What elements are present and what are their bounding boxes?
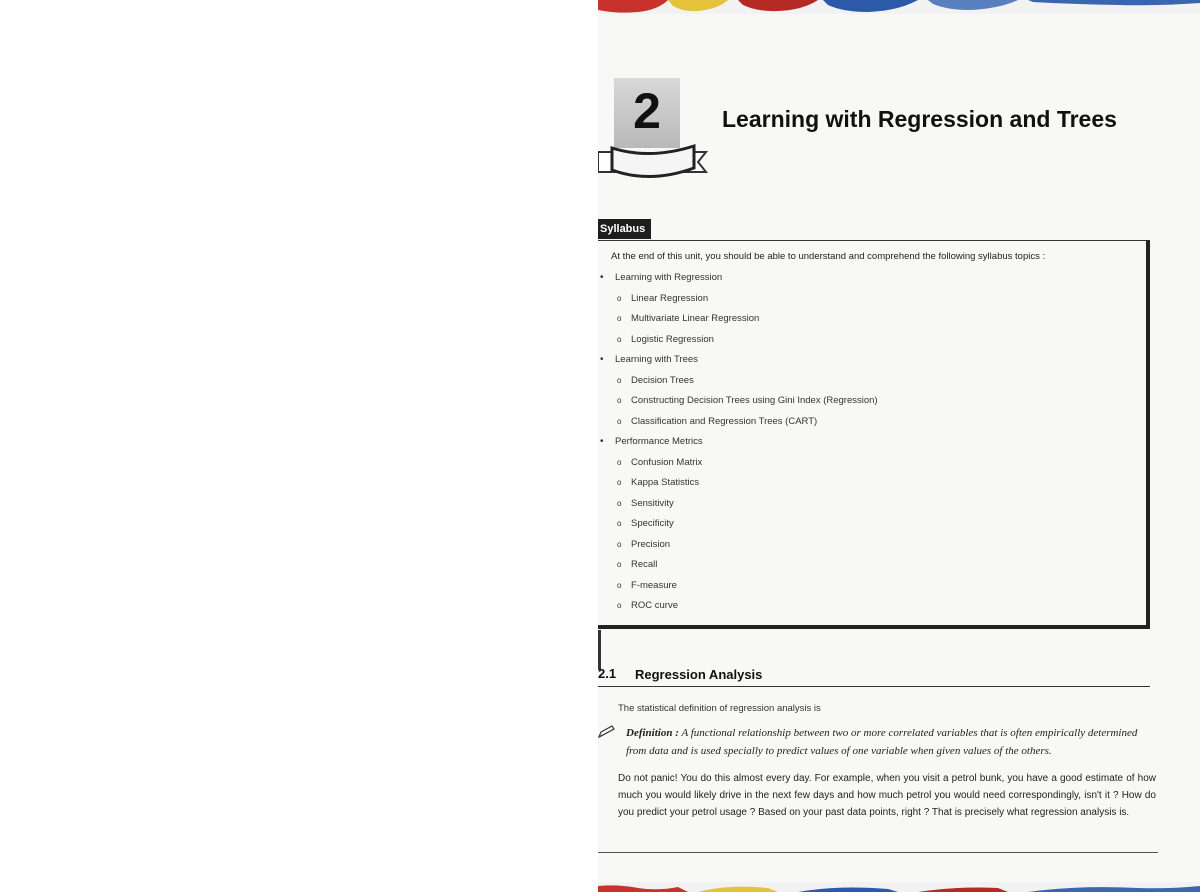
pencil-note-icon: [598, 725, 616, 739]
syllabus-item-text: Logistic Regression: [631, 333, 714, 345]
syllabus-topic: [598, 433, 1138, 454]
syllabus-item-text: Kappa Statistics: [631, 477, 700, 488]
ribbon-banner-icon: [598, 140, 708, 184]
syllabus-subtopic: [598, 495, 1138, 516]
circle-bullet-icon: o: [617, 293, 622, 303]
syllabus-item-text: Recall: [631, 559, 658, 570]
syllabus-subtopic: [598, 454, 1138, 475]
definition-text: A functional relationship between two or more correlated variables that is often empirically determined from data and is used specially to predict values of one variable when given values of the others.: [626, 727, 1138, 757]
definition-label: Definition :: [626, 727, 679, 739]
syllabus-subtopic: [598, 577, 1138, 598]
chapter-title: Learning with Regression and Trees: [722, 106, 1117, 132]
syllabus-subtopic: [598, 536, 1138, 557]
left-blank-area: [0, 0, 598, 892]
circle-bullet-icon: o: [617, 498, 622, 508]
syllabus-item-text: Classification and Regression Trees (CART): [631, 415, 818, 427]
book-page: [598, 0, 1200, 892]
syllabus-subtopic: [598, 515, 1138, 536]
syllabus-intro: At the end of this unit, you should be able to understand and comprehend the following syllabus topics :: [611, 251, 1046, 262]
section-intro: The statistical definition of regression analysis is: [618, 703, 821, 714]
circle-bullet-icon: o: [617, 560, 622, 569]
syllabus-subtopic: [598, 290, 1138, 311]
bottom-divider: [598, 852, 1158, 853]
syllabus-list: [598, 269, 1138, 618]
chapter-number: 2: [633, 83, 661, 139]
circle-bullet-icon: o: [617, 416, 622, 426]
syllabus-subtopic: [598, 474, 1138, 495]
syllabus-topic: [598, 351, 1138, 372]
chapter-number-block: [614, 78, 680, 148]
syllabus-item-text: Constructing Decision Trees using Gini Index (Regression): [631, 395, 878, 406]
syllabus-item-text: ROC curve: [631, 600, 678, 611]
syllabus-item-text: F-measure: [631, 579, 677, 591]
syllabus-box: [598, 240, 1150, 629]
syllabus-item-text: Learning with Trees: [615, 354, 698, 365]
circle-bullet-icon: o: [617, 519, 622, 528]
syllabus-item-text: Multivariate Linear Regression: [631, 313, 760, 324]
syllabus-subtopic: [598, 392, 1138, 413]
circle-bullet-icon: o: [617, 601, 622, 610]
circle-bullet-icon: o: [617, 334, 622, 344]
syllabus-item-text: Decision Trees: [631, 374, 694, 386]
syllabus-subtopic: [598, 597, 1138, 618]
body-paragraph: Do not panic! You do this almost every day. For example, when you visit a petrol bunk, you have a good estimate of how much you would likely drive in the next few days and how much petrol you would need correspondingly, isn't it ? How do you predict your petrol usage ? Based on your past data points, right ? That is precisely what regression analysis is.: [618, 773, 1156, 818]
circle-bullet-icon: o: [617, 314, 622, 323]
syllabus-item-text: Confusion Matrix: [631, 456, 703, 468]
bottom-cover-strip: [598, 882, 1200, 892]
section-title: Regression Analysis: [635, 667, 763, 682]
circle-bullet-icon: o: [617, 478, 622, 487]
syllabus-subtopic: [598, 310, 1138, 331]
syllabus-item-text: Sensitivity: [631, 497, 674, 509]
bullet-icon: •: [600, 272, 604, 283]
syllabus-topic: [598, 269, 1138, 290]
syllabus-tab: Syllabus: [598, 219, 651, 239]
syllabus-subtopic: [598, 556, 1138, 577]
section-divider: [598, 686, 1150, 687]
circle-bullet-icon: o: [617, 580, 622, 590]
definition-block: [626, 724, 1158, 760]
left-margin-rule: [598, 630, 601, 670]
syllabus-subtopic: [598, 331, 1138, 352]
circle-bullet-icon: o: [617, 396, 622, 405]
bullet-icon: •: [600, 354, 604, 365]
syllabus-item-text: Precision: [631, 538, 671, 550]
circle-bullet-icon: o: [617, 457, 622, 467]
section-number: 2.1: [598, 666, 617, 681]
circle-bullet-icon: o: [617, 375, 622, 385]
circle-bullet-icon: o: [617, 539, 622, 549]
syllabus-item-text: Specificity: [631, 518, 674, 529]
top-cover-strip: [598, 0, 1200, 14]
syllabus-subtopic: [598, 413, 1138, 434]
syllabus-item-text: Performance Metrics: [615, 436, 703, 447]
syllabus-item-text: Learning with Regression: [615, 272, 723, 283]
syllabus-subtopic: [598, 372, 1138, 393]
syllabus-item-text: Linear Regression: [631, 292, 709, 304]
bullet-icon: •: [600, 436, 604, 447]
